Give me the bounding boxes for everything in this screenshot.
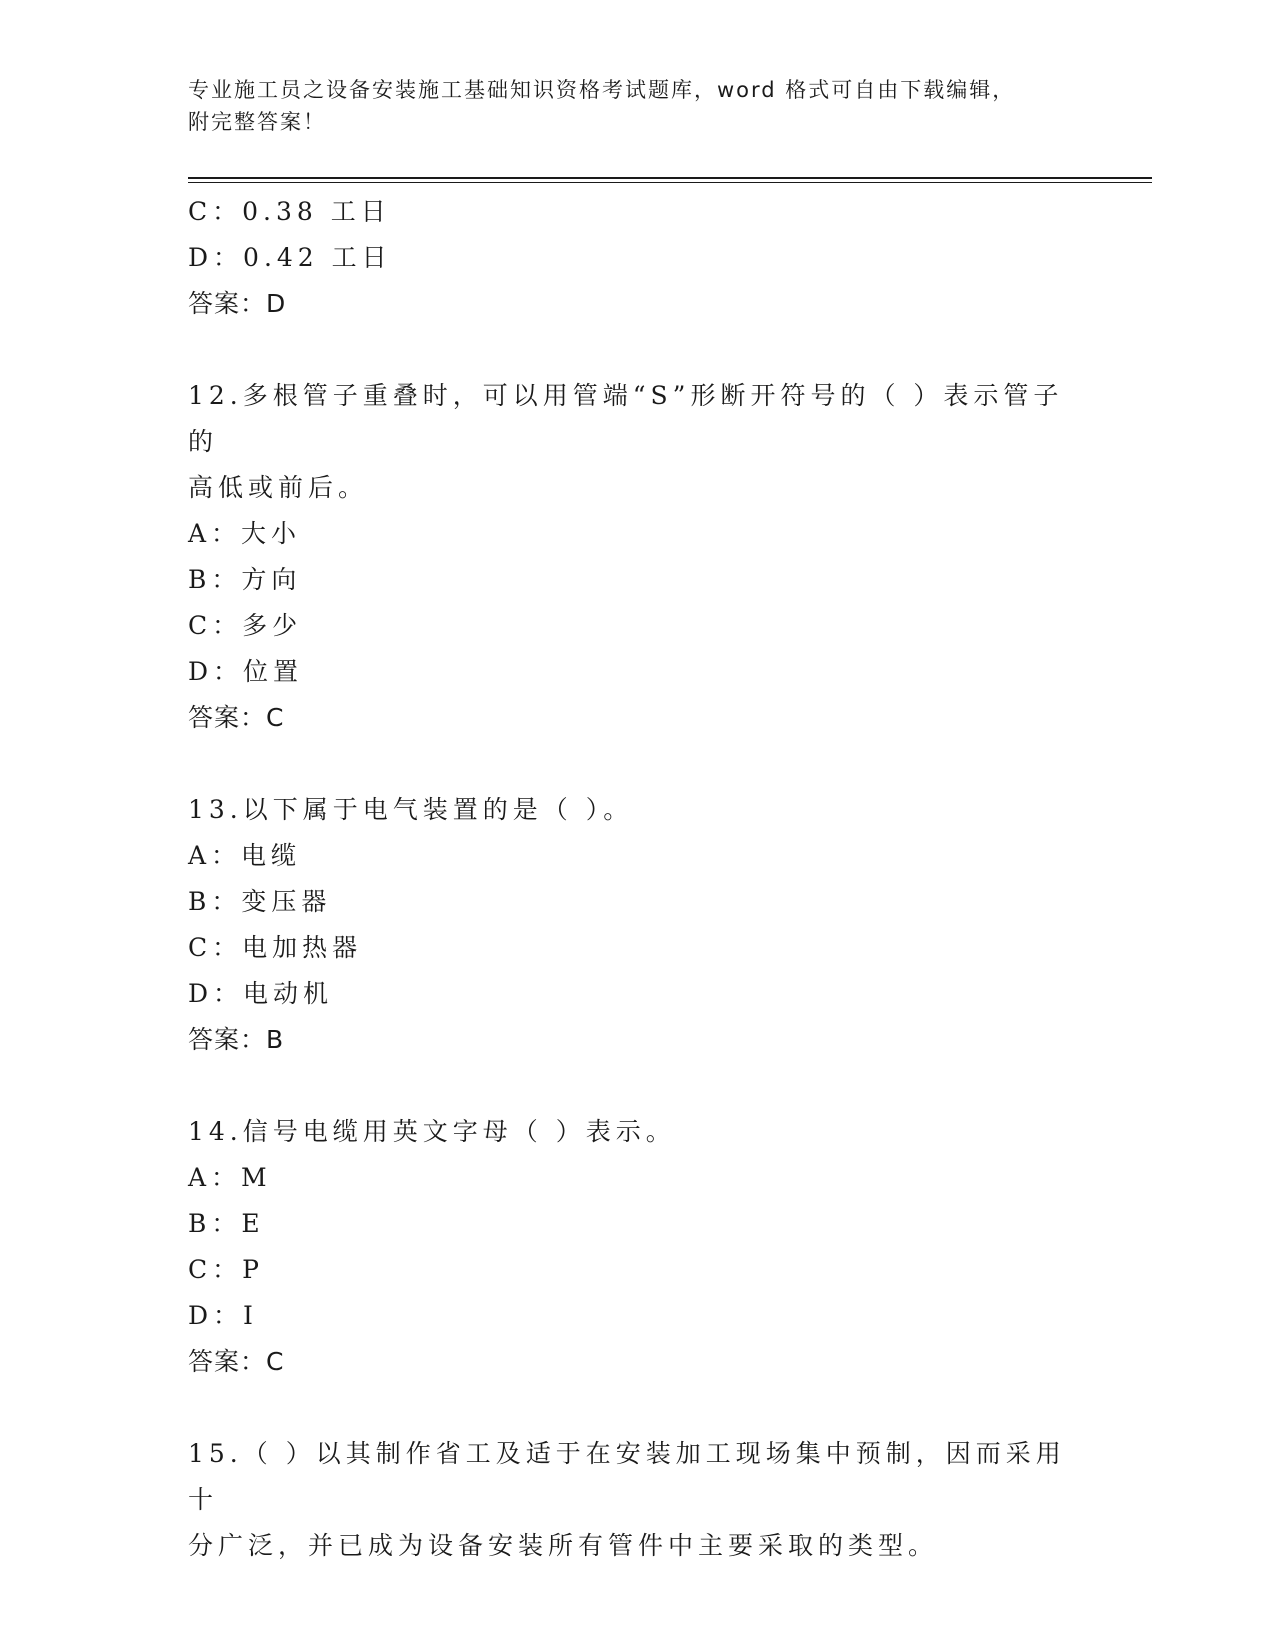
question-stem-line: 14.信号电缆用英文字母（ ）表示。 <box>188 1117 676 1146</box>
option-c: C：多少 <box>188 611 303 640</box>
header-rule-thick <box>188 177 1152 179</box>
document-body <box>188 189 1088 1569</box>
option-d: D：位置 <box>188 657 304 686</box>
header-rule-thin <box>188 182 1152 183</box>
spacer <box>188 741 1088 787</box>
header-line-2: 附完整答案！ <box>188 110 326 134</box>
option-a: A：大小 <box>188 519 302 548</box>
option-a: A：M <box>188 1163 272 1192</box>
question-stem-line: 分广泛，并已成为设备安装所有管件中主要采取的类型。 <box>188 1531 939 1560</box>
spacer <box>188 327 1088 373</box>
page-header <box>188 74 1068 138</box>
option-b: B：方向 <box>188 565 302 594</box>
header-line-1: 专业施工员之设备安装施工基础知识资格考试题库，word 格式可自由下载编辑， <box>188 78 1016 102</box>
question-stem-line: 12.多根管子重叠时，可以用管端“S”形断开符号的（ ）表示管子的 <box>188 381 1064 456</box>
question-stem-line: 15.（ ）以其制作省工及适于在安装加工现场集中预制，因而采用十 <box>188 1439 1066 1514</box>
answer-line: 答案：C <box>188 703 285 732</box>
question-stem-line: 13.以下属于电气装置的是（ ）。 <box>188 795 634 824</box>
option-c: C：电加热器 <box>188 933 363 962</box>
question-11-continued <box>188 189 1088 327</box>
question-15 <box>188 1431 1088 1569</box>
answer-line: 答案：B <box>188 1025 285 1054</box>
option-d: D：0.42 工日 <box>188 243 392 272</box>
option-c: C：0.38 工日 <box>188 197 391 226</box>
option-d: D：I <box>188 1301 258 1330</box>
spacer <box>188 1063 1088 1109</box>
answer-line: 答案：C <box>188 1347 285 1376</box>
question-13 <box>188 787 1088 1063</box>
option-c: C：P <box>188 1255 264 1284</box>
option-a: A：电缆 <box>188 841 302 870</box>
option-d: D：电动机 <box>188 979 334 1008</box>
option-b: B：变压器 <box>188 887 332 916</box>
question-stem-line: 高低或前后。 <box>188 473 369 502</box>
question-14 <box>188 1109 1088 1385</box>
question-12 <box>188 373 1088 741</box>
answer-line: 答案：D <box>188 289 287 318</box>
option-b: B：E <box>188 1209 265 1238</box>
spacer <box>188 1385 1088 1431</box>
